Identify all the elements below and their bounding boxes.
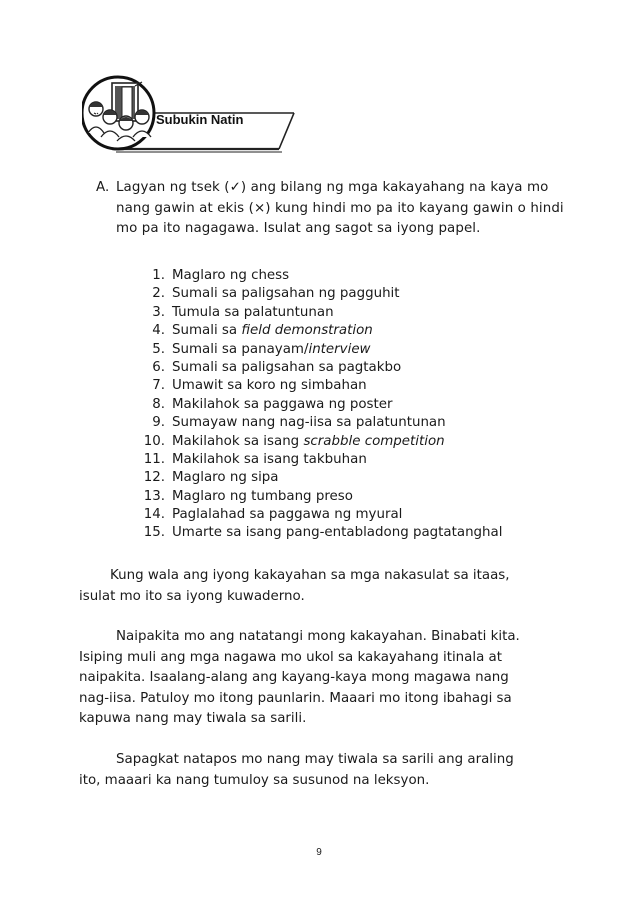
list-item-emphasis: field demonstration [241, 323, 373, 339]
list-item-number: 10. [143, 433, 165, 449]
list-item-text: Maglaro ng chess [172, 268, 290, 283]
list-item [129, 414, 502, 432]
list-item-text: Makilahok sa isang [172, 433, 304, 449]
instruction-text: Lagyan ng tsek (✓) ang bilang ng mga kakayahang na kaya mo nang gawin at ekis (×) kung hindi mo pa ito kayang gawin o hindi mo pa ito nagagawa. Isulat ang sagot sa iyong papel. [116, 180, 564, 237]
list-item [129, 377, 502, 395]
paragraph-line: nag-iisa. Patuloy mo itong paunlarin. Maaari mo itong ibahagi sa [79, 690, 512, 706]
list-item-text: Sumayaw nang nag-iisa sa palatuntunan [172, 415, 446, 431]
section-title: Subukin Natin [156, 112, 244, 127]
list-item [129, 506, 502, 524]
list-item [129, 285, 502, 303]
page-number: 9 [316, 847, 322, 858]
paragraph-2 [79, 627, 575, 730]
list-item-text: Umawit sa koro ng simbahan [172, 378, 367, 394]
ability-list [129, 267, 502, 543]
list-item-number: 9. [152, 415, 165, 431]
list-item-number: 5. [152, 341, 165, 357]
list-item-text: Makilahok sa isang takbuhan [172, 451, 367, 467]
list-item [129, 304, 502, 322]
paragraph-3 [79, 750, 575, 791]
list-item-text: Sumali sa panayam/ [172, 341, 309, 357]
list-item-number: 1. [152, 268, 165, 283]
list-item-text: Sumali sa [172, 323, 242, 339]
list-item-number: 12. [143, 470, 165, 486]
list-item-text: Tumula sa palatuntunan [172, 304, 334, 320]
list-item [129, 396, 502, 414]
list-item [129, 322, 502, 340]
list-item-emphasis: scrabble competition [303, 433, 445, 449]
paragraph-line: kapuwa nang may tiwala sa sarili. [79, 711, 307, 727]
list-item [129, 469, 502, 487]
list-item-number: 14. [143, 507, 165, 523]
list-item-text: Umarte sa isang pang-entabladong pagtatanghal [172, 525, 503, 541]
list-item-number: 4. [152, 323, 165, 339]
section-header [82, 73, 297, 153]
list-item-number: 11. [143, 451, 165, 467]
list-item-emphasis: interview [308, 341, 371, 357]
paragraph-line: Sapagkat natapos mo nang may tiwala sa sarili ang araling [116, 752, 514, 767]
paragraph-line: isulat mo ito sa iyong kuwaderno. [79, 588, 305, 604]
paragraph-line: ito, maaari ka nang tumuloy sa susunod na leksyon. [79, 772, 430, 788]
list-item-text: Maglaro ng tumbang preso [172, 488, 353, 504]
paragraph-line: naipakita. Isaalang-alang ang kayang-kaya mong magawa nang [79, 670, 509, 686]
list-item-number: 7. [152, 378, 165, 394]
paragraph-line: Naipakita mo ang natatangi mong kakayahan. Binabati kita. [116, 629, 520, 644]
list-item-text: Sumali sa paligsahan sa pagtakbo [172, 359, 402, 375]
list-item-number: 3. [152, 304, 165, 320]
list-item [129, 267, 502, 285]
list-item [129, 359, 502, 377]
list-item-number: 13. [143, 488, 165, 504]
list-item-text: Maglaro ng sipa [172, 470, 279, 486]
list-item-text: Sumali sa paligsahan ng pagguhit [172, 286, 400, 302]
list-item [129, 433, 502, 451]
paragraph-line: Isiping muli ang mga nagawa mo ukol sa kakayahang itinala at [79, 649, 503, 665]
list-item-number: 6. [152, 359, 165, 375]
list-item-number: 2. [152, 286, 165, 302]
paragraph-line: Kung wala ang iyong kakayahan sa mga nakasulat sa itaas, [110, 568, 510, 583]
list-item-number: 8. [152, 396, 165, 412]
paragraph-1 [79, 566, 575, 607]
list-item [129, 451, 502, 469]
list-item [129, 488, 502, 506]
list-item-number: 15. [143, 525, 165, 541]
children-at-doorway-icon [82, 77, 154, 149]
instruction [96, 178, 576, 240]
list-item-text: Paglalahad sa paggawa ng myural [172, 507, 403, 523]
list-item [129, 524, 502, 542]
list-item [129, 341, 502, 359]
list-item-text: Makilahok sa paggawa ng poster [172, 396, 393, 412]
instruction-marker: A. [96, 180, 110, 195]
